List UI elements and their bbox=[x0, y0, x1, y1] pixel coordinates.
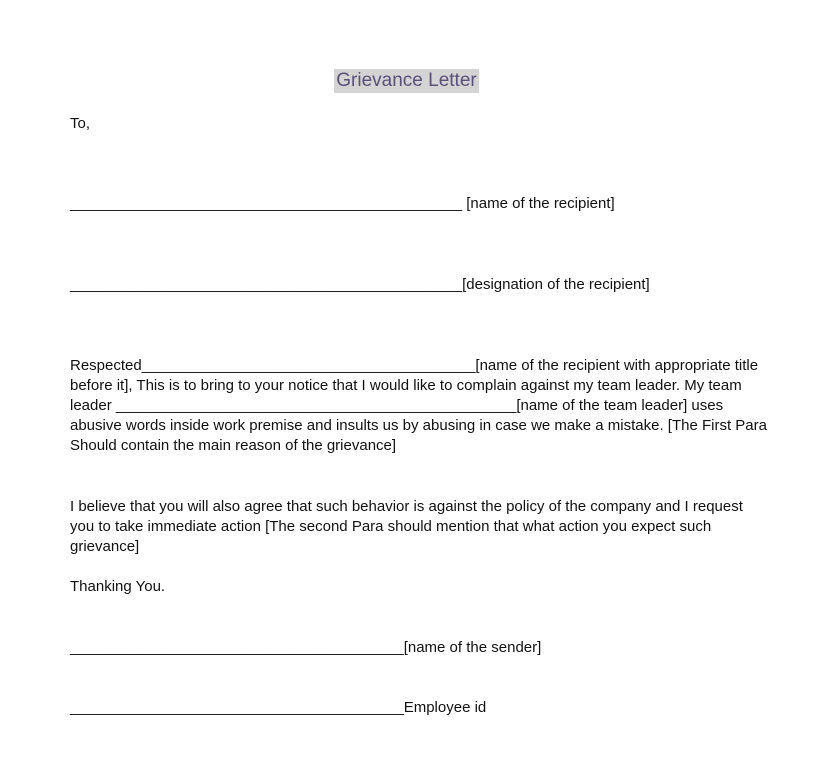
team-leader-blank[interactable]: ________________________________________________ bbox=[115, 397, 517, 414]
recipient-name-line bbox=[70, 194, 770, 214]
closing-text: Thanking You. bbox=[70, 578, 166, 595]
salutation-to: To, bbox=[70, 115, 91, 132]
paragraph1-text2: [name of the team leader] uses abusive words inside work premise and insults us by abusing in case we make a mistake. [The First Para Should contain the main reason of the grievance] bbox=[70, 397, 767, 454]
employee-id-line bbox=[70, 698, 770, 718]
sender-name-blank[interactable]: ________________________________________ bbox=[70, 639, 404, 656]
paragraph-main-reason bbox=[70, 356, 770, 456]
recipient-designation-label: [designation of the recipient] bbox=[462, 276, 650, 293]
page-title: Grievance Letter bbox=[336, 70, 477, 91]
recipient-designation-blank[interactable]: _______________________________________________ bbox=[70, 276, 463, 293]
employee-id-label: Employee id bbox=[403, 699, 487, 716]
respected-prefix: Respected bbox=[70, 357, 142, 374]
paragraph1-text1: [name of the recipient with appropriate title before it], This is to bring to your notice that I would like to complain against my team leader. My team leader bbox=[70, 357, 759, 414]
employee-id-blank[interactable]: ________________________________________ bbox=[70, 699, 404, 716]
recipient-name-blank[interactable]: _______________________________________________ bbox=[70, 195, 463, 212]
recipient-designation-line bbox=[70, 275, 770, 295]
sender-name-label: [name of the sender] bbox=[403, 639, 542, 656]
respected-name-blank[interactable]: ________________________________________ bbox=[141, 357, 476, 374]
sender-name-line bbox=[70, 638, 770, 658]
title-container bbox=[0, 69, 813, 93]
paragraph-action-request: I believe that you will also agree that such behavior is against the policy of the company and I request you to take immediate action [The second Para should mention that what action you expect such grievance] bbox=[70, 498, 743, 555]
recipient-name-label: [name of the recipient] bbox=[462, 195, 615, 212]
